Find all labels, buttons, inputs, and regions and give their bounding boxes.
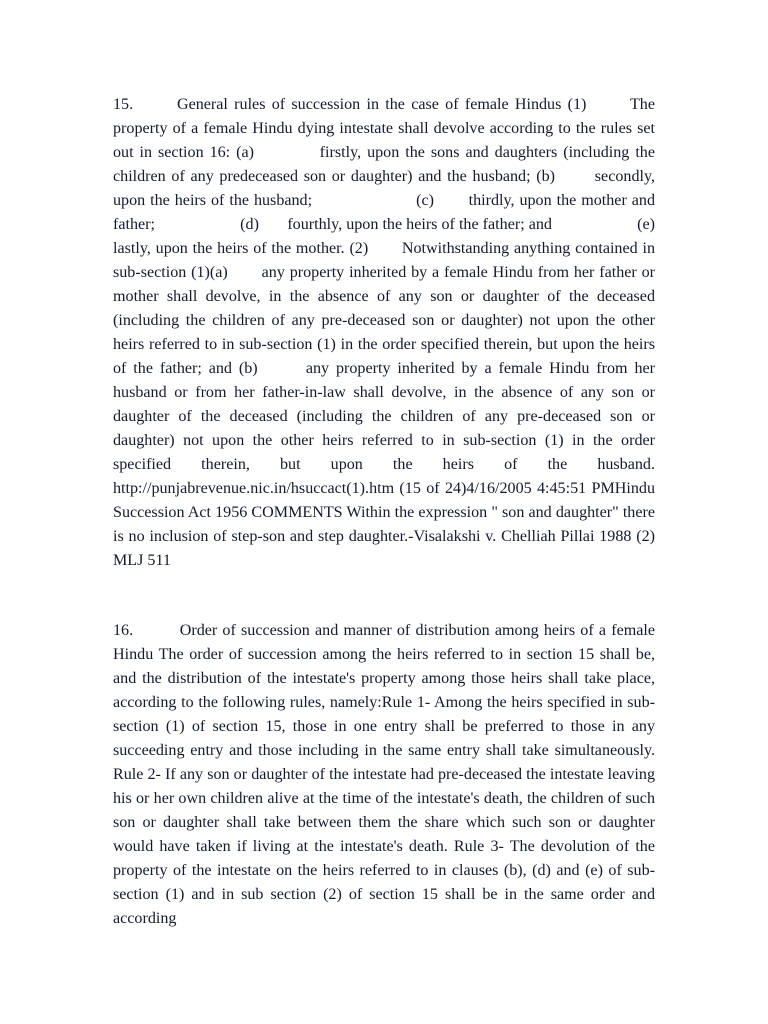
section-15-paragraph: 15. General rules of succession in the case of female Hindus (1) The property of a female Hindu dying intestate shall devolve according to the rules set out in section 16: (a) firstly, upon the sons and daughters (including the children of any predeceased son or daughter) and the husband; (b) secondly, upon the heirs of the husband; (c) thirdly, upon the mother and father; (d) fourthly, upon the heirs of the father; and (e) lastly, upon the heirs of the mother. (2) Notwithstanding anything contained in sub-section (1)(a) any property inherited by a female Hindu from her father or mother shall devolve, in the absence of any son or daughter of the deceased (including the children of any pre-deceased son or daughter) not upon the other heirs referred to in sub-section (1) in the order specified therein, but upon the heirs of the father; and (b) any property inherited by a female Hindu from her husband or from her father-in-law shall devolve, in the absence of any son or daughter of the deceased (including the children of any pre-deceased son or daughter) not upon the other heirs referred to in sub-section (1) in the order specified therein, but upon the heirs of the husband. http://punjabrevenue.nic.in/hsuccact(1).htm (15 of 24)4/16/2005 4:45:51 PMHindu Succession Act 1956 COMMENTS Within the expression " son and daughter" there is no inclusion of step-son and step daughter.-Visalakshi v. Chelliah Pillai 1988 (2) MLJ 511 bbox=[113, 96, 684, 569]
section-16-paragraph: 16. Order of succession and manner of distribution among heirs of a female Hindu The order of succession among the heirs referred to in section 15 shall be, and the distribution of the intestate's property among those heirs shall take place, according to the following rules, namely:Rule 1- Among the heirs specified in sub-section (1) of section 15, those in one entry shall be preferred to those in any succeeding entry and those including in the same entry shall take simultaneously. Rule 2- If any son or daughter of the intestate had pre-deceased the intestate leaving his or her own children alive at the time of the intestate's death, the children of such son or daughter shall take between them the share which such son or daughter would have taken if living at the intestate's death. Rule 3- The devolution of the property of the intestate on the heirs referred to in clauses (b), (d) and (e) of sub-section (1) and in sub section (2) of section 15 shall be in the same order and according bbox=[113, 622, 660, 927]
